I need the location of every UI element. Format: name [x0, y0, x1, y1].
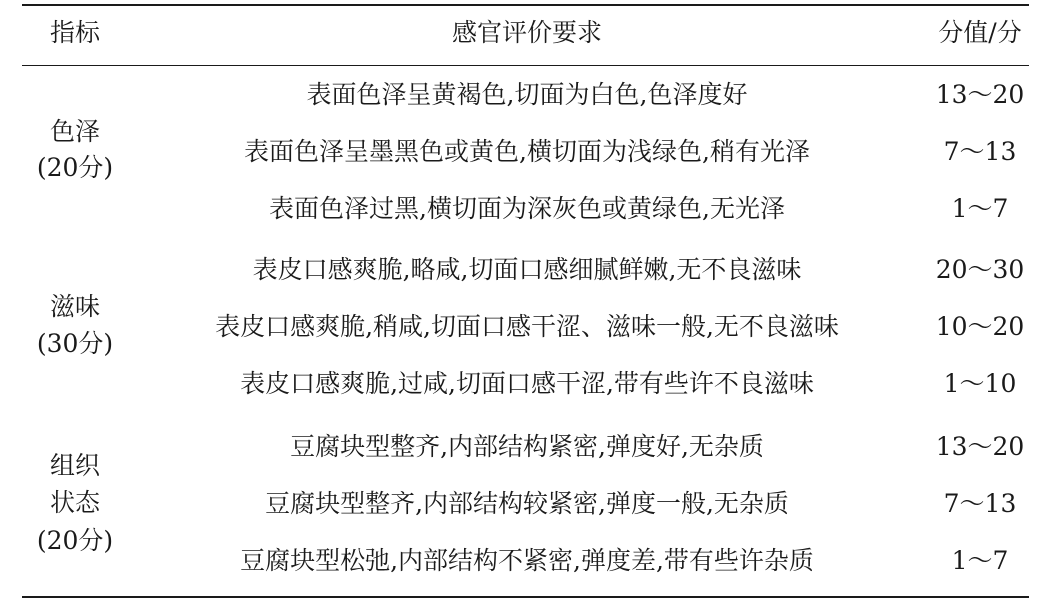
score-cell: 1～10: [943, 369, 1017, 398]
requirement-cell: 表面色泽过黑,横切面为深灰色或黄绿色,无光泽: [269, 194, 785, 223]
score-cell: 13～20: [935, 80, 1025, 109]
requirement-cell: 豆腐块型松弛,内部结构不紧密,弹度差,带有些许杂质: [240, 546, 814, 575]
header-requirement: 感官评价要求: [451, 18, 603, 47]
requirement-cell: 豆腐块型整齐,内部结构较紧密,弹度一般,无杂质: [265, 489, 789, 518]
indicator-label: 状态: [49, 488, 101, 517]
header-indicator: 指标: [49, 18, 101, 47]
requirement-cell: 豆腐块型整齐,内部结构紧密,弹度好,无杂质: [290, 432, 764, 461]
score-cell: 20～30: [935, 255, 1025, 284]
score-cell: 7～13: [943, 489, 1017, 518]
indicator-points: (30分): [36, 329, 114, 358]
table-top-rule: [22, 4, 1029, 6]
indicator-label: 滋味: [49, 292, 101, 321]
table-bottom-rule: [22, 596, 1029, 598]
score-cell: 13～20: [935, 432, 1025, 461]
score-cell: 1～7: [951, 194, 1009, 223]
indicator-label: 组织: [49, 451, 101, 480]
indicator-points: (20分): [36, 153, 114, 182]
table-header-rule: [22, 65, 1029, 66]
requirement-cell: 表面色泽呈黄褐色,切面为白色,色泽度好: [306, 80, 748, 109]
requirement-cell: 表皮口感爽脆,略咸,切面口感细腻鲜嫩,无不良滋味: [252, 255, 802, 284]
header-score: 分值/分: [938, 18, 1022, 47]
score-cell: 10～20: [935, 312, 1025, 341]
score-cell: 1～7: [951, 546, 1009, 575]
requirement-cell: 表皮口感爽脆,稍咸,切面口感干涩、滋味一般,无不良滋味: [215, 312, 839, 341]
requirement-cell: 表皮口感爽脆,过咸,切面口感干涩,带有些许不良滋味: [240, 369, 814, 398]
score-cell: 7～13: [943, 137, 1017, 166]
indicator-label: 色泽: [49, 117, 101, 146]
indicator-points: (20分): [36, 526, 114, 555]
requirement-cell: 表面色泽呈墨黑色或黄色,横切面为浅绿色,稍有光泽: [244, 137, 810, 166]
